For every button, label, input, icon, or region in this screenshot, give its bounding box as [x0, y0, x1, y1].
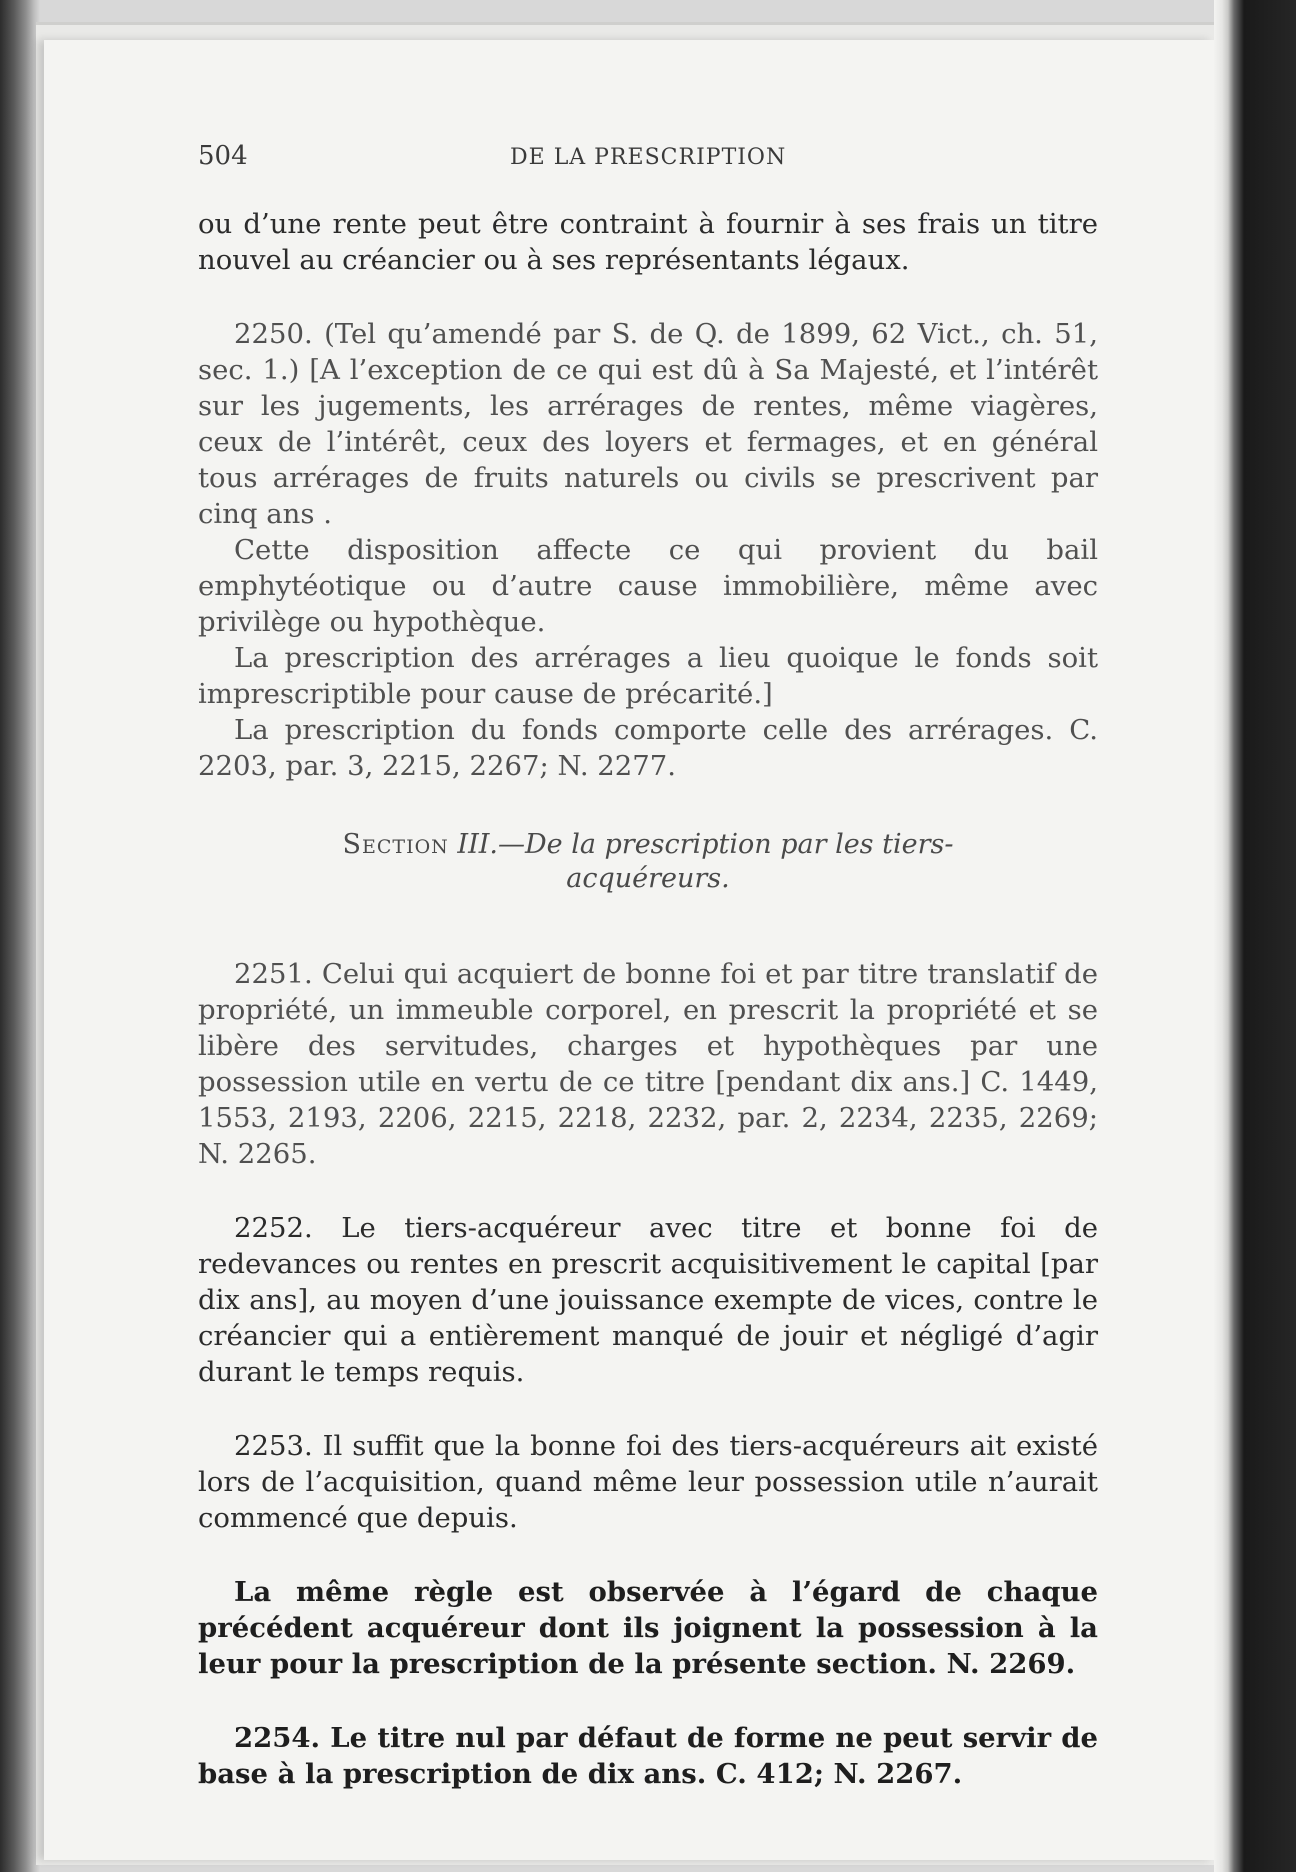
- page-text-block: [198, 132, 1098, 1792]
- article-2252: 2252. Le tiers-acquéreur avec titre et bonne foi de redevances ou rentes en prescrit acquisitivement le capital [par dix ans], au moyen d’une jouissance exempte de vices, contre le créancier qui a entièrement manqué de jouir et négligé d’agir durant le temps requis.: [198, 1212, 1098, 1388]
- spacer: [198, 1682, 1098, 1720]
- article-2251: 2251. Celui qui acquiert de bonne foi et par titre translatif de propriété, un immeuble corporel, en prescrit la propriété et se libère des servitudes, charges et hypothèques par une possession utile en vertu de ce titre [pendant dix ans.] C. 1449, 1553, 2193, 2206, 2215, 2218, 2232, par. 2, 2234, 2235, 2269; N. 2265.: [198, 958, 1098, 1170]
- section-title-line-1: III.—De la prescription par les tiers-: [457, 829, 954, 860]
- spacer: [198, 1390, 1098, 1428]
- running-title: DE LA PRESCRIPTION: [510, 145, 787, 170]
- spacer: [198, 1172, 1098, 1210]
- article-2250: 2250. (Tel qu’amendé par S. de Q. de 1899, 62 Vict., ch. 51, sec. 1.) [A l’exception de ce qui est dû à Sa Majesté, et l’intérêt sur les jugements, les arrérages de rentes, même viagères, ceux de l’intérêt, ceux des loyers et fermages, et en général tous arrérages de fruits naturels ou civils se prescrivent par cinq ans .: [198, 318, 1098, 530]
- article-2250-paragraph-4: La prescription du fonds comporte celle des arrérages. C. 2203, par. 3, 2215, 2267; N. 2277.: [198, 714, 1098, 782]
- paragraph-continuation: ou d’une rente peut être contraint à fournir à ses frais un titre nouvel au créancier ou à ses représentants légaux.: [198, 208, 1098, 276]
- article-2250-paragraph-2: Cette disposition affecte ce qui provient du bail emphytéotique ou d’autre cause immobilière, même avec privilège ou hypothèque.: [198, 534, 1098, 638]
- spacer: [198, 1536, 1098, 1574]
- section-label: Section: [342, 829, 449, 860]
- section-heading: [198, 828, 1098, 896]
- article-2253-paragraph-2: La même règle est observée à l’égard de chaque précédent acquéreur dont ils joignent la possession à la leur pour la prescription de la présente section. N. 2269.: [198, 1576, 1098, 1680]
- page-number: 504: [198, 141, 248, 171]
- section-title-line-2: acquéreurs.: [566, 863, 730, 894]
- article-2250-paragraph-3: La prescription des arrérages a lieu quoique le fonds soit imprescriptible pour cause de précarité.]: [198, 642, 1098, 710]
- book-gutter-right: [1214, 0, 1296, 1872]
- spacer: [198, 278, 1098, 316]
- article-2254: 2254. Le titre nul par défaut de forme ne peut servir de base à la prescription de dix ans. C. 412; N. 2267.: [198, 1722, 1098, 1790]
- running-head: [198, 132, 1098, 171]
- article-2253: 2253. Il suffit que la bonne foi des tiers-acquéreurs ait existé lors de l’acquisition, quand même leur possession utile n’aurait commencé que depuis.: [198, 1430, 1098, 1534]
